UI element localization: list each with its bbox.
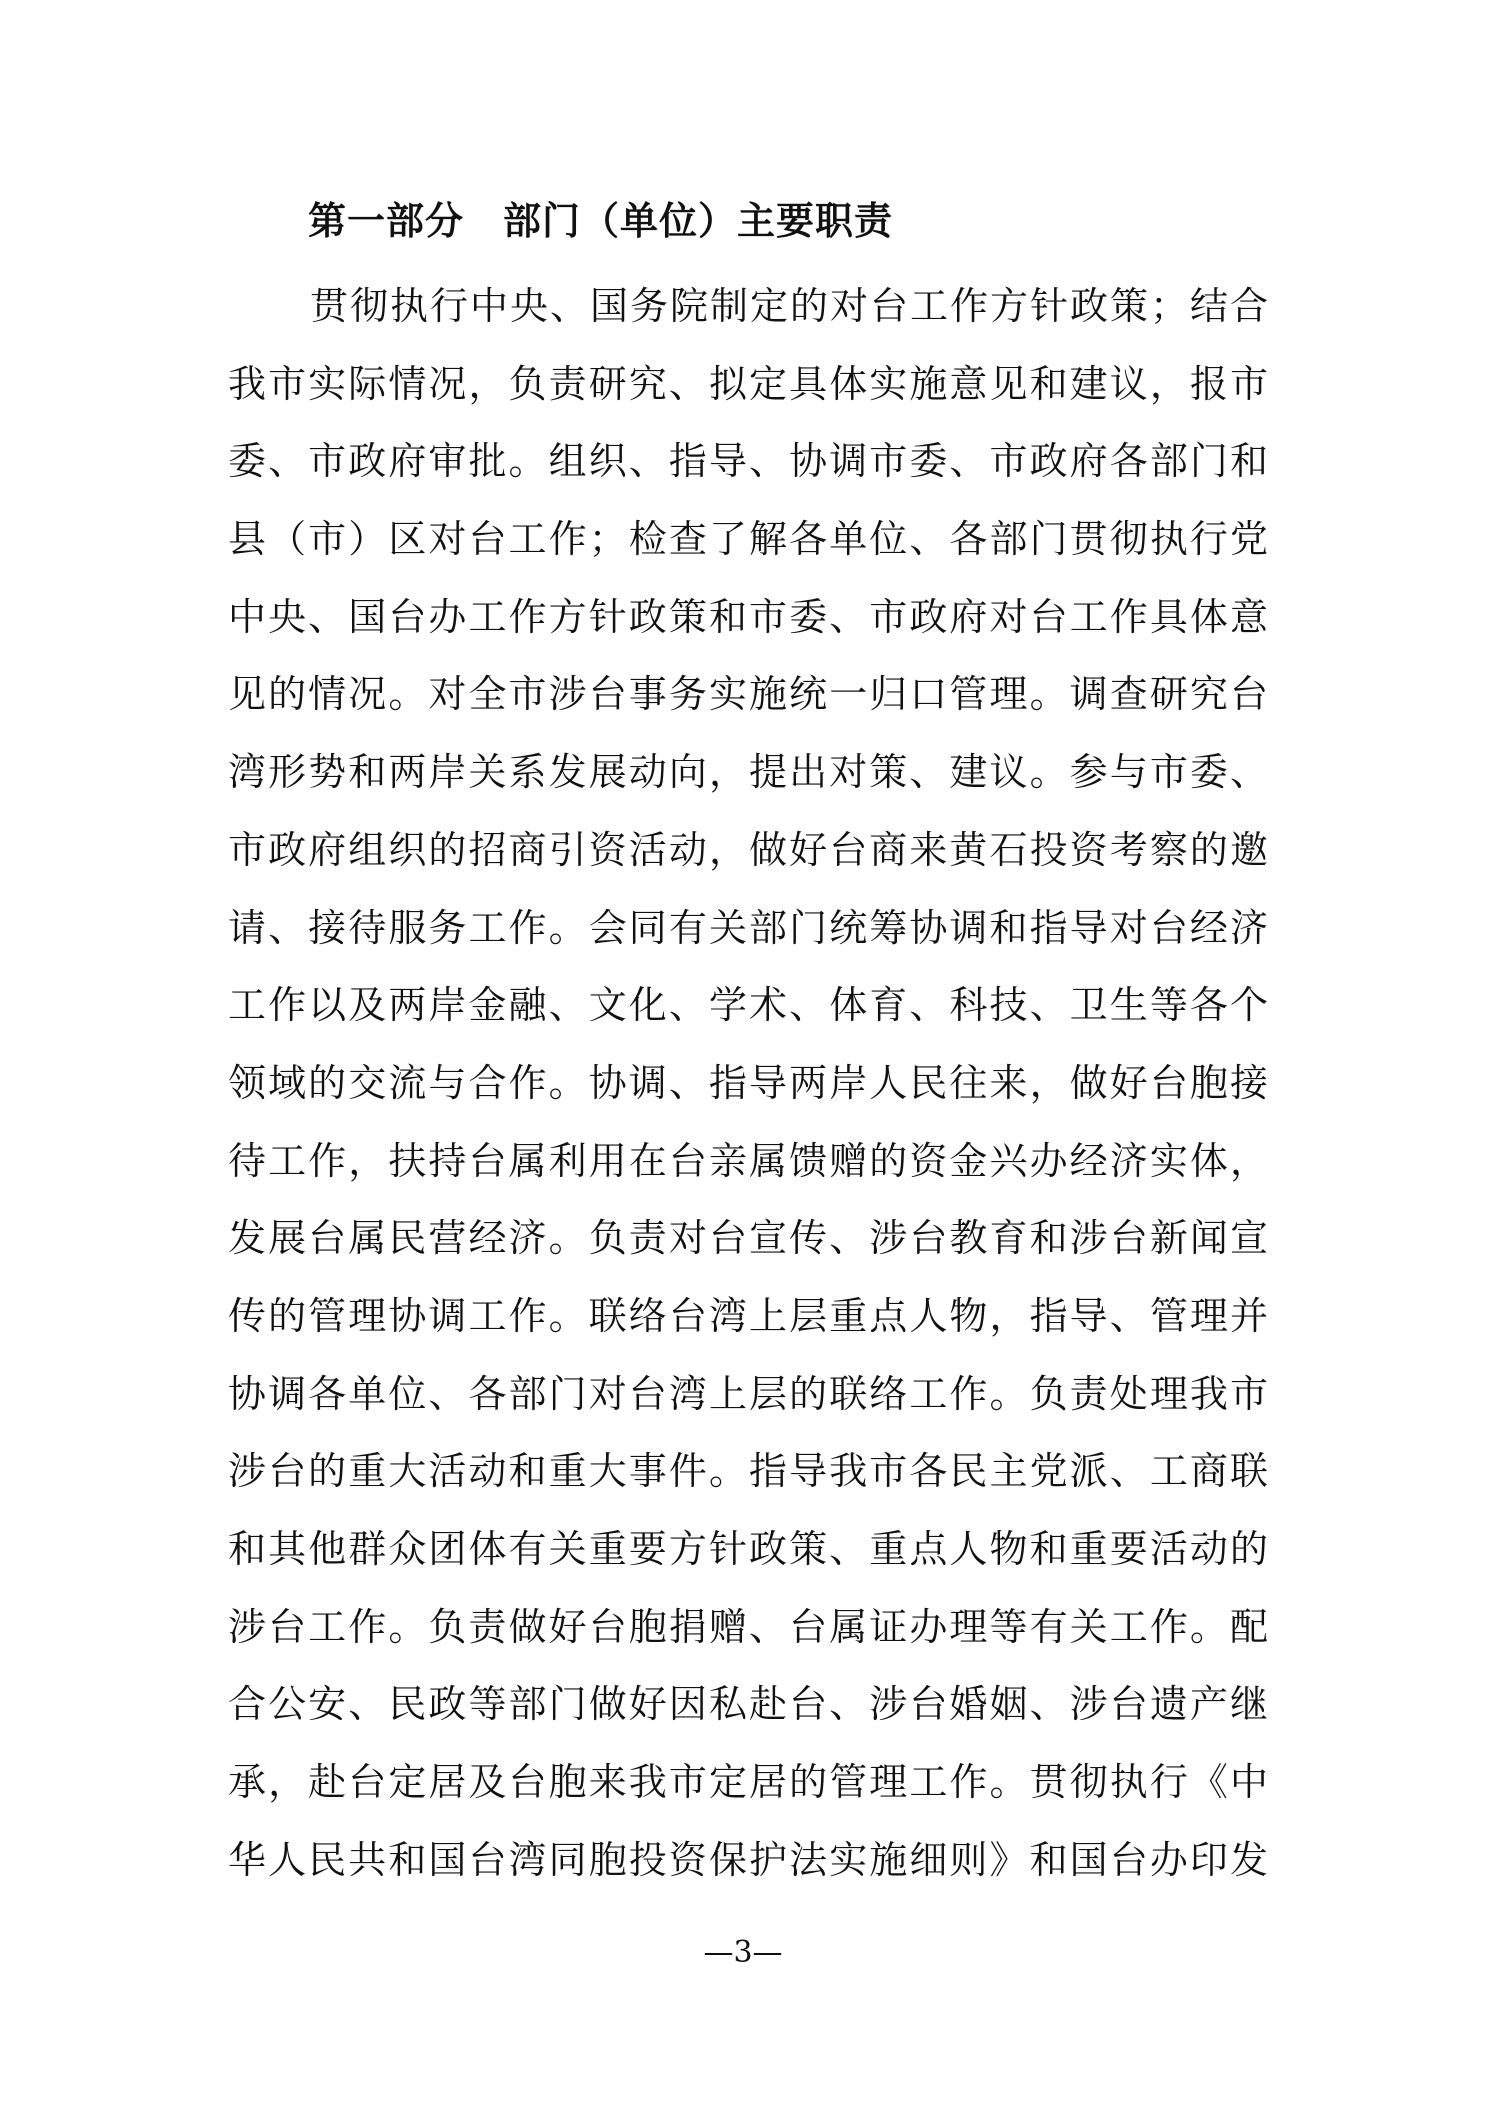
paragraph-line: 见的情况。对全市涉台事务实施统一归口管理。调查研究台	[228, 672, 1268, 717]
paragraph-line: 我市实际情况，负责研究、拟定具体实施意见和建议，报市	[228, 361, 1268, 406]
paragraph-line: 委、市政府审批。组织、指导、协调市委、市政府各部门和	[228, 439, 1268, 484]
paragraph-line: 工作以及两岸金融、文化、学术、体育、科技、卫生等各个	[228, 983, 1268, 1028]
paragraph-line: 涉台的重大活动和重大事件。指导我市各民主党派、工商联	[228, 1449, 1268, 1494]
paragraph-line: 待工作，扶持台属利用在台亲属馈赠的资金兴办经济实体，	[228, 1138, 1268, 1183]
paragraph-line: 承，赴台定居及台胞来我市定居的管理工作。贯彻执行《中	[228, 1760, 1268, 1805]
paragraph-line: 领域的交流与合作。协调、指导两岸人民往来，做好台胞接	[228, 1060, 1268, 1105]
paragraph-line: 涉台工作。负责做好台胞捐赠、台属证办理等有关工作。配	[228, 1604, 1268, 1649]
paragraph-line: 合公安、民政等部门做好因私赴台、涉台婚姻、涉台遗产继	[228, 1682, 1268, 1727]
paragraph-line: 县（市）区对台工作；检查了解各单位、各部门贯彻执行党	[228, 517, 1268, 562]
paragraph-line: 湾形势和两岸关系发展动向，提出对策、建议。参与市委、	[228, 750, 1268, 795]
page-number: —3—	[703, 1935, 783, 1970]
section-heading: 第一部分 部门（单位）主要职责	[308, 199, 894, 243]
paragraph-line: 传的管理协调工作。联络台湾上层重点人物，指导、管理并	[228, 1293, 1268, 1338]
paragraph-line: 贯彻执行中央、国务院制定的对台工作方针政策；结合	[310, 284, 1268, 328]
paragraph-line: 协调各单位、各部门对台湾上层的联络工作。负责处理我市	[228, 1371, 1268, 1416]
body-paragraph	[228, 268, 1268, 1899]
paragraph-line: 中央、国台办工作方针政策和市委、市政府对台工作具体意	[228, 594, 1268, 639]
paragraph-line: 华人民共和国台湾同胞投资保护法实施细则》和国台办印发	[228, 1837, 1268, 1882]
paragraph-line: 请、接待服务工作。会同有关部门统筹协调和指导对台经济	[228, 905, 1268, 950]
paragraph-line: 市政府组织的招商引资活动，做好台商来黄石投资考察的邀	[228, 827, 1268, 872]
paragraph-line: 和其他群众团体有关重要方针政策、重点人物和重要活动的	[228, 1527, 1268, 1571]
paragraph-line: 发展台属民营经济。负责对台宣传、涉台教育和涉台新闻宣	[228, 1216, 1268, 1261]
